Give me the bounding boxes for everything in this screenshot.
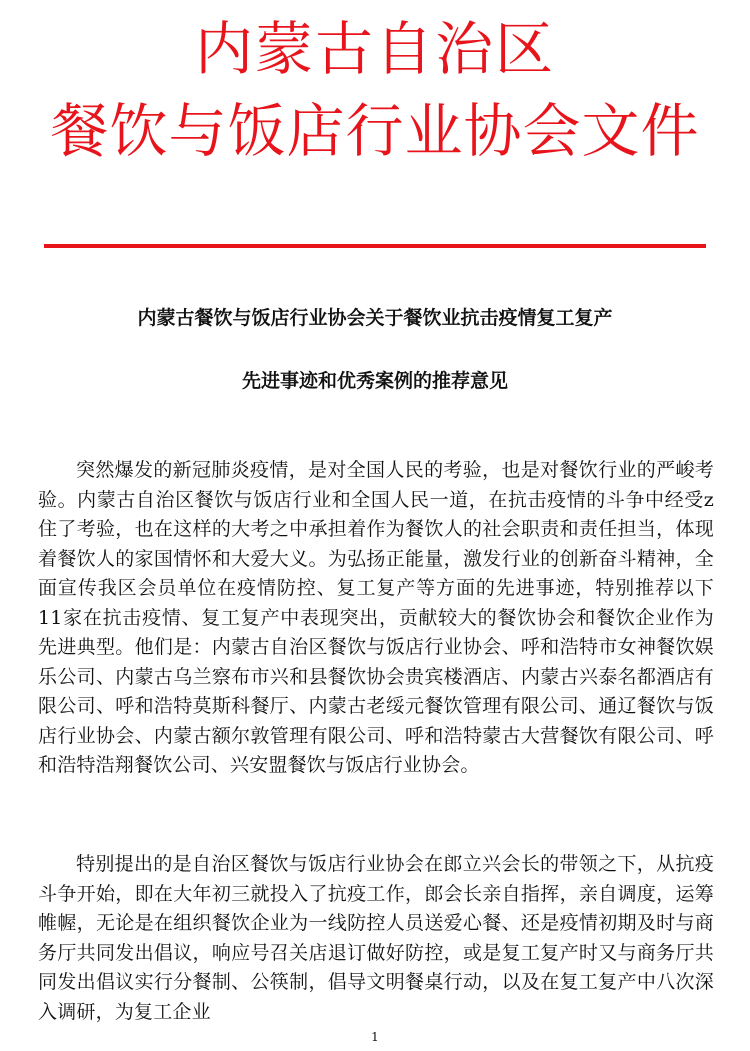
body-paragraph-1: 突然爆发的新冠肺炎疫情，是对全国人民的考验，也是对餐饮行业的严峻考验。内蒙古自治区餐饮与饭店行业和全国人民一道，在抗击疫情的斗争中经受z住了考验，也在这样的大考之中承担着作为餐饮人的社会职责和责任担当，体现着餐饮人的家国情怀和大爱大义。为弘扬正能量，激发行业的创新奋斗精神，全面宣传我区会员单位在疫情防控、复工复产等方面的先进事迹，特别推荐以下11家在抗击疫情、复工复产中表现突出，贡献较大的餐饮协会和餐饮企业作为先进典型。他们是：内蒙古自治区餐饮与饭店行业协会、呼和浩特市女神餐饮娱乐公司、内蒙古乌兰察布市兴和县餐饮协会贵宾楼酒店、内蒙古兴泰名都酒店有限公司、呼和浩特莫斯科餐厅、内蒙古老绥元餐饮管理有限公司、通辽餐饮与饭店行业协会、内蒙古额尔敦管理有限公司、呼和浩特蒙古大营餐饮有限公司、呼和浩特浩翔餐饮公司、兴安盟餐饮与饭店行业协会。	[38, 459, 714, 776]
page-number: 1	[371, 1030, 379, 1044]
document-title-line2: 先进事迹和优秀案例的推荐意见	[241, 370, 508, 392]
red-divider-line	[44, 244, 706, 248]
document-title-line1: 内蒙古餐饮与饭店行业协会关于餐饮业抗击疫情复工复产	[137, 307, 613, 329]
issuer-name-line1: 内蒙古自治区	[194, 15, 555, 83]
body-paragraph-2: 特别提出的是自治区餐饮与饭店行业协会在郎立兴会长的带领之下，从抗疫斗争开始，即在大年初三就投入了抗疫工作，郎会长亲自指挥，亲自调度，运筹帷幄，无论是在组织餐饮企业为一线防控人员送爱心餐、还是疫情初期及时与商务厅共同发出倡议，响应号召关店退订做好防控，或是复工复产时又与商务厅共同发出倡议实行分餐制、公筷制，倡导文明餐桌行动，以及在复工复产中八次深入调研，为复工企业	[38, 853, 714, 1023]
issuer-name-line2: 餐饮与饭店行业协会文件	[50, 97, 700, 165]
